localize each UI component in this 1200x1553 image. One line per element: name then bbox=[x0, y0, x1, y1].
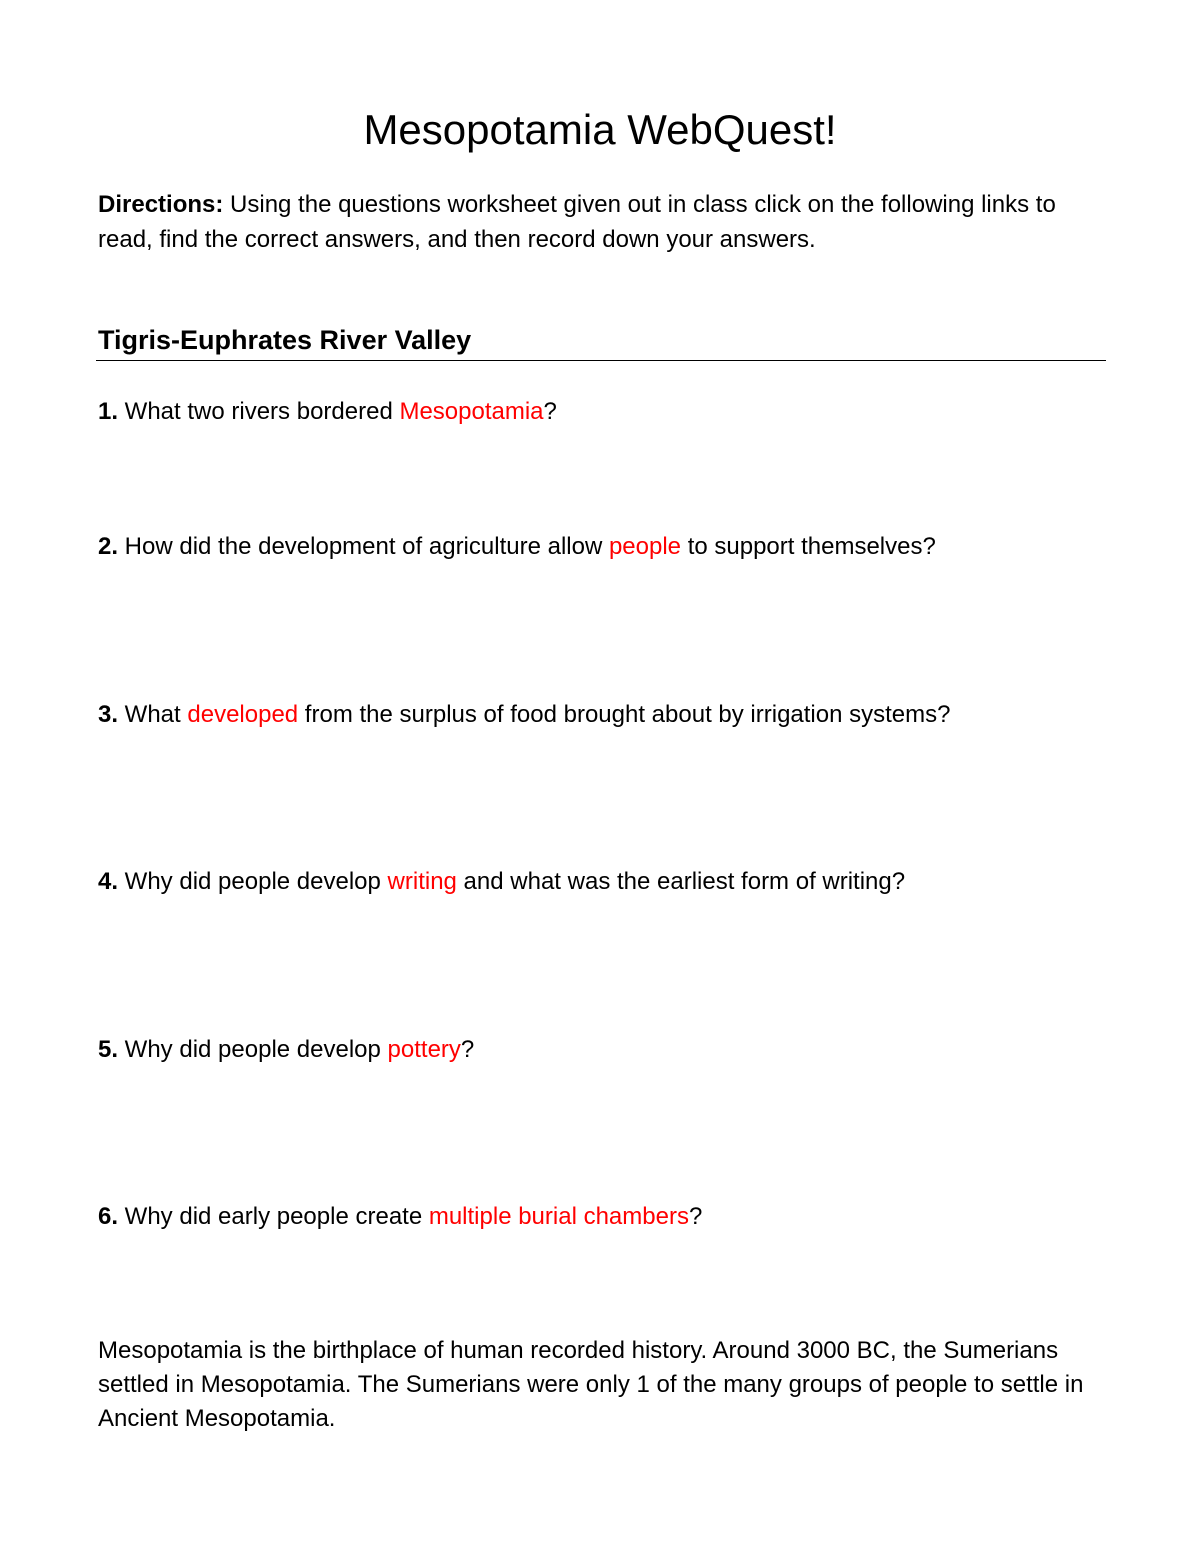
link-multiple-burial-chambers[interactable]: multiple burial chambers bbox=[428, 1203, 689, 1230]
link-people[interactable]: people bbox=[608, 533, 682, 560]
link-developed[interactable]: developed bbox=[187, 701, 299, 728]
question-number: 5. bbox=[98, 1036, 119, 1063]
question-text: Why did early people create bbox=[118, 1203, 429, 1230]
page-title: Mesopotamia WebQuest! bbox=[363, 106, 837, 153]
question-text: Why did people develop bbox=[118, 868, 388, 895]
question-number: 4. bbox=[98, 868, 119, 895]
directions-text: Using the questions worksheet given out in class click on the following links to read, find the correct answers, and then record down your answers. bbox=[98, 191, 1056, 253]
question-5 bbox=[98, 1033, 1108, 1067]
question-number: 2. bbox=[98, 533, 119, 560]
link-pottery[interactable]: pottery bbox=[387, 1036, 461, 1063]
question-text-end: from the surplus of food brought about by irrigation systems? bbox=[298, 701, 951, 728]
question-6 bbox=[98, 1200, 1108, 1234]
question-text: What two rivers bordered bbox=[118, 398, 400, 425]
question-text-end: ? bbox=[543, 398, 557, 425]
question-text-end: ? bbox=[460, 1036, 475, 1063]
directions bbox=[98, 187, 1108, 257]
question-number: 6. bbox=[98, 1203, 119, 1230]
link-writing[interactable]: writing bbox=[387, 868, 457, 895]
question-text-end: to support themselves? bbox=[681, 533, 936, 560]
question-text: What bbox=[118, 701, 188, 728]
directions-label: Directions: bbox=[98, 191, 224, 218]
question-text-end: and what was the earliest form of writing? bbox=[456, 868, 906, 895]
section-heading: Tigris-Euphrates River Valley bbox=[98, 325, 472, 355]
question-text-end: ? bbox=[688, 1203, 703, 1230]
question-text: How did the development of agriculture allow bbox=[118, 533, 609, 560]
question-1 bbox=[98, 395, 1108, 429]
question-3 bbox=[98, 698, 1108, 732]
question-4 bbox=[98, 865, 1108, 899]
question-2 bbox=[98, 530, 1108, 564]
question-text: Why did people develop bbox=[118, 1036, 388, 1063]
link-mesopotamia[interactable]: Mesopotamia bbox=[399, 398, 544, 425]
section-divider bbox=[96, 360, 1106, 361]
closing-paragraph: Mesopotamia is the birthplace of human recorded history. Around 3000 BC, the Sumerians settled in Mesopotamia. The Sumerians were only 1 of the many groups of people to settle in Ancient Mesopotamia. bbox=[98, 1337, 1084, 1432]
question-number: 1. bbox=[98, 398, 119, 425]
question-number: 3. bbox=[98, 701, 119, 728]
